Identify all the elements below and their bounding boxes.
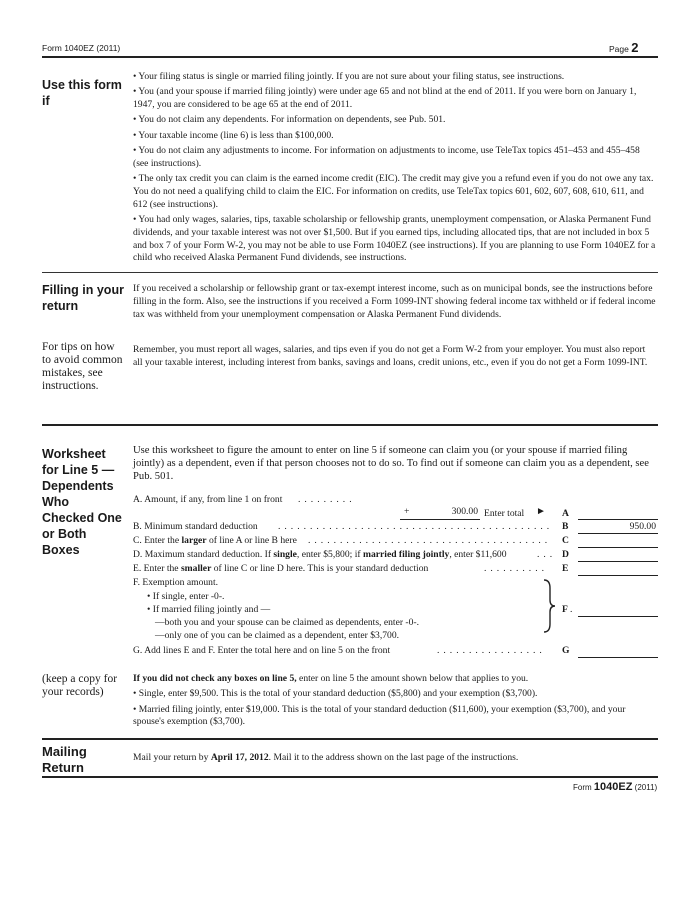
footer-form-label	[573, 781, 657, 793]
use-form-bullet: • Your filing status is single or married filing jointly. If you are not sure about your filing status, see instructions.	[133, 71, 565, 82]
line-a-add-field[interactable]	[400, 519, 480, 520]
dot-leader: ..........	[484, 563, 548, 574]
line-g-field[interactable]	[578, 657, 658, 658]
line-d-pre: D. Maximum standard deduction. If	[133, 549, 274, 560]
dot-leader: .................	[437, 645, 546, 656]
line-g-letter: G	[562, 645, 570, 656]
line-d-label	[133, 549, 507, 560]
dot-leader: .........	[298, 494, 356, 505]
line-a-letter: A	[562, 508, 569, 519]
mailing-heading: Mailing Return	[42, 744, 87, 775]
enter-total-label: Enter total	[484, 508, 525, 519]
line-a-field[interactable]	[578, 519, 658, 520]
line-f-one: —only one of you can be claimed as a dependent, enter $3,700.	[155, 630, 400, 641]
header-rule	[42, 56, 658, 58]
use-form-heading: Use this form if	[42, 78, 122, 108]
tips-text: Remember, you must report all wages, salaries, and tips even if you do not get a Form W-2 from your employer. You must also report all your taxable interest, including interest from banks, savings and loans, credit unions, etc., even if you do not get a Form 1099-INT.	[133, 344, 648, 368]
line-b-label: B. Minimum standard deduction	[133, 521, 258, 532]
line-d-letter: D	[562, 549, 569, 560]
copy-note: (keep a copy for your records)	[42, 673, 118, 698]
line-c-letter: C	[562, 535, 569, 546]
line-e-field[interactable]	[578, 575, 658, 576]
copy-lead-rest: enter on line 5 the amount shown below that applies to you.	[296, 673, 529, 684]
mailing-text	[133, 752, 657, 765]
use-form-bullet: • You do not claim any dependents. For information on dependents, see Pub. 501.	[133, 114, 446, 126]
line-f-brace-icon	[540, 578, 556, 634]
copy-married: • Married filing jointly, enter $19,000. This is the total of your standard deduction ($11,600), your exemption ($3,700), and your spouse's exemption ($3,700).	[133, 703, 626, 728]
use-form-bullet: • You do not claim any adjustments to income. For information on adjustments to income, use TeleTax topics 451–453 and 455–458 (see instructions).	[133, 144, 640, 169]
dot-leader: ...	[537, 549, 557, 560]
page-label: Page	[609, 44, 629, 54]
copy-lead-bold: If you did not check any boxes on line 5,	[133, 673, 297, 684]
line-a-label: A. Amount, if any, from line 1 on front	[133, 494, 283, 505]
mailing-rule	[42, 738, 658, 740]
copy-text	[133, 673, 657, 732]
line-c-bold: larger	[181, 535, 207, 546]
filling-heading: Filling in your return	[42, 283, 124, 313]
line-d-field[interactable]	[578, 561, 658, 562]
line-f-married: • If married filing jointly and —	[147, 604, 271, 615]
mailing-text-post: . Mail it to the address shown on the last page of the instructions.	[268, 752, 519, 763]
footer-form-year: (2011)	[634, 783, 658, 792]
line-c-field[interactable]	[578, 547, 658, 548]
line-b-field[interactable]	[578, 533, 658, 534]
worksheet-rule	[42, 424, 658, 426]
page-number: 2	[631, 40, 639, 55]
arrow-icon: ►	[536, 506, 546, 517]
line-f-single: • If single, enter -0-.	[147, 591, 225, 602]
page-number-label	[609, 40, 638, 55]
filling-rule	[42, 272, 658, 273]
use-form-bullet: • The only tax credit you can claim is the earned income credit (EIC). The credit may give you a refund even if you do not owe any tax. You do not need a qualifying child to claim the EIC. For information on credits, use TeleTax topics 601, 602, 607, 608, 610, 611, and 612 (see instructions).	[133, 173, 654, 210]
footer-form-name: 1040EZ	[593, 781, 633, 793]
worksheet-heading: Worksheet for Line 5 — Dependents Who Checked One or Both Boxes	[42, 447, 122, 557]
line-e-pre: E. Enter the	[133, 563, 181, 574]
line-a-plus: +	[404, 506, 410, 517]
line-g-label: G. Add lines E and F. Enter the total here and on line 5 on the front	[133, 645, 391, 656]
line-b-letter: B	[562, 521, 569, 532]
line-f-both: —both you and your spouse can be claimed as dependents, enter -0-.	[155, 617, 420, 628]
copy-single: • Single, enter $9,500. This is the total of your standard deduction ($5,800) and your exemption ($3,700).	[133, 688, 538, 700]
mailing-date: April 17, 2012	[210, 752, 269, 763]
line-d-post: , enter $11,600	[449, 549, 507, 560]
line-e-letter: E	[562, 563, 569, 574]
line-a-add-amount: 300.00	[451, 506, 478, 517]
filling-text: If you received a scholarship or fellowship grant or tax-exempt interest income, such as on municipal bonds, see the instructions before filling in the form. Also, see the instructions if you received a Form 1099-INT showing federal income tax withheld or if federal income tax was withheld from your unemployment compensation or Alaska Permanent Fund dividends.	[133, 283, 656, 320]
mailing-text-pre: Mail your return by	[133, 752, 211, 763]
line-e-bold: smaller	[180, 563, 212, 574]
line-f-field[interactable]	[578, 616, 658, 617]
copy-lead	[133, 673, 657, 686]
line-e-label	[133, 563, 428, 574]
line-f-letter: F	[562, 604, 568, 615]
dot-leader: .	[570, 604, 577, 615]
tips-note: For tips on how to avoid common mistakes, see instructions.	[42, 341, 123, 392]
use-form-bullets	[133, 71, 657, 268]
line-e-post: of line C or line D here. This is your standard deduction	[211, 563, 429, 574]
footer-rule	[42, 776, 658, 778]
footer-form-prefix: Form	[573, 783, 592, 792]
form-header-label: Form 1040EZ (2011)	[42, 43, 121, 53]
dot-leader: ...........................................	[278, 521, 554, 532]
line-c-post: of line A or line B here	[206, 535, 297, 546]
line-b-amount: 950.00	[629, 521, 656, 532]
line-d-mid: , enter $5,800; if	[296, 549, 363, 560]
line-c-pre: C. Enter the	[133, 535, 182, 546]
use-form-bullet: • You (and your spouse if married filing jointly) were under age 65 and not blind at the end of 2011. If you were born on January 1, 1947, you are considered to be age 65 at the end of 2011.	[133, 86, 637, 111]
dot-leader: ......................................	[308, 535, 552, 546]
line-d-bold1: single	[273, 549, 297, 560]
use-form-bullet: • Your taxable income (line 6) is less than $100,000.	[133, 129, 334, 141]
line-f-label: F. Exemption amount.	[133, 577, 219, 588]
line-d-bold2: married filing jointly	[362, 549, 450, 560]
worksheet-intro: Use this worksheet to figure the amount to enter on line 5 if someone can claim you (or your spouse if married filing jointly) as a dependent, even if that person chooses not to do so. To find out if someone can claim you as a dependent, see Pub. 501.	[133, 445, 649, 482]
line-c-label	[133, 535, 297, 546]
use-form-bullet: • You had only wages, salaries, tips, taxable scholarship or fellowship grants, unemployment compensation, or Alaska Permanent Fund dividends, and your taxable interest was not over $1,500. But if you earned tips, including allocated tips, that are not included in box 5 and box 7 of your Form W-2, you may not be able to use Form 1040EZ (see instructions). If you are planning to use Form 1040EZ for a child who received Alaska Permanent Fund dividends, see instructions.	[133, 213, 656, 264]
